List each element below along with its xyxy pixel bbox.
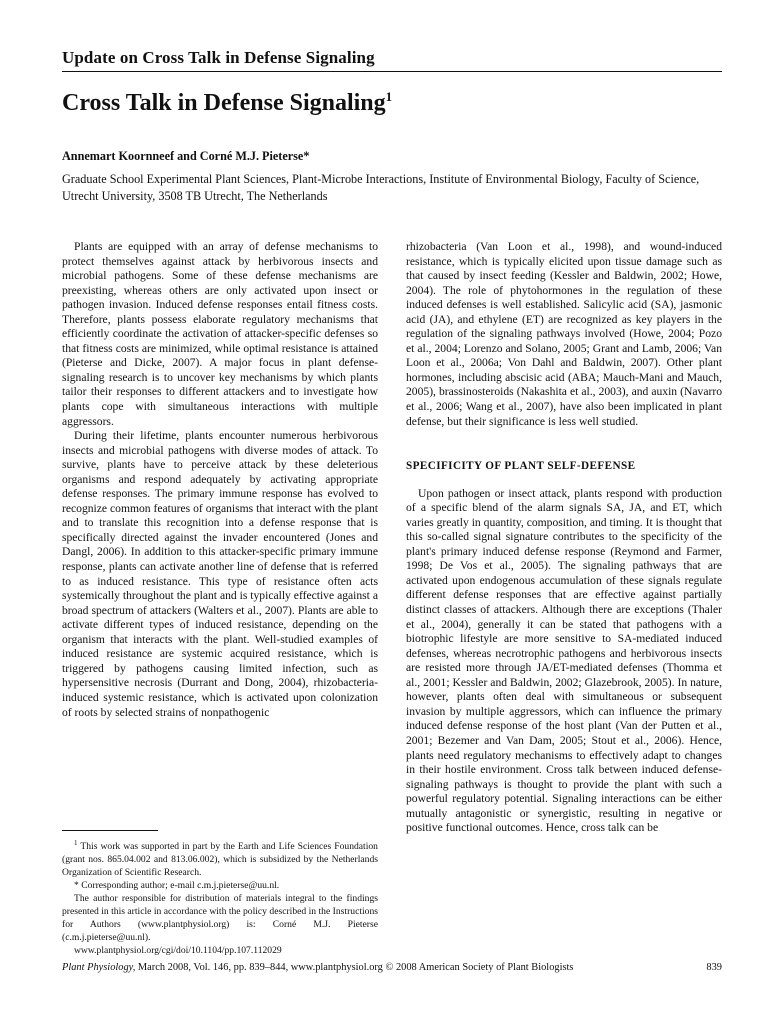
- page-number: 839: [706, 962, 722, 973]
- left-column: [62, 240, 378, 720]
- responsible-author-note: The author responsible for distribution of materials integral to the findings presented in this article in accordance with the policy described in the Instructions for Authors (www.plantphysiol.org) is: Corné M.J. Pieterse (c.m.j.pieterse@uu.nl).: [62, 893, 378, 944]
- title-footnote-mark[interactable]: 1: [385, 89, 393, 104]
- funding-footnote-text: This work was supported in part by the Earth and Life Sciences Foundation (grant nos. 865.04.002 and 813.06.002), which is subsidized by the Netherlands Organization of Scientific Research.: [62, 841, 378, 879]
- title-text: Cross Talk in Defense Signaling: [62, 90, 386, 116]
- doi-link[interactable]: www.plantphysiol.org/cgi/doi/10.1104/pp.107.112029: [74, 945, 282, 957]
- right-column: [406, 240, 722, 836]
- article-title: [62, 90, 722, 117]
- body-paragraph-continued: rhizobacteria (Van Loon et al., 1998), and wound-induced resistance, which is typically elicited upon tissue damage such as that caused by insect feeding (Kessler and Baldwin, 2002; Howe, 2004). The role of phytohormones in the regulation of these induced defenses is well established. Salicylic acid (SA), jasmonic acid (JA), and ethylene (ET) are recognized as key players in the regulation of the signaling pathways involved (Howe, 2004; Pozo et al., 2004; Lorenzo and Solano, 2005; Grant and Lamb, 2006; Van Loon et al., 2006a; Von Dahl and Baldwin, 2007). Other plant hormones, including abscisic acid (ABA; Mauch-Mani and Mauch, 2005), brassinosteroids (Nakashita et al., 2003), and auxin (Navarro et al., 2006; Wang et al., 2007), have also been implicated in plant defense, but their significance is less well studied.: [406, 240, 722, 428]
- body-paragraph: Upon pathogen or insect attack, plants respond with production of a specific blend of the alarm signals SA, JA, and ET, which varies greatly in quantity, composition, and timing. It is thought that this so-called signal signature contributes to the specificity of the plant's primary induced defense response (Reymond and Farmer, 1998; De Vos et al., 2005). The signaling pathways that are activated upon endogenous accumulation of these signals regulate different defense responses that are effective against partially distinct classes of attackers. Although there are exceptions (Thaler et al., 2004), generally it can be stated that pathogens with a biotrophic lifestyle are more sensitive to SA-mediated induced defenses, whereas necrotrophic pathogens and herbivorous insects are resisted more through JA/ET-mediated defenses (Thomma et al., 2001; Kessler and Baldwin, 2002; Glazebrook, 2005). In nature, however, plants often deal with simultaneous or subsequent invasion by multiple aggressors, which can influence the primary induced defense response of the host plant (Van der Putten et al., 2001; Bezemer and Van Dam, 2005; Stout et al., 2006). Hence, plants need regulatory mechanisms to effectively adapt to changes in their hostile environment. Cross talk between induced defense-signaling pathways is thought to provide the plant with such a powerful regulatory potential. Signaling interactions can be either mutually antagonistic or synergistic, resulting in negative or positive functional outcomes. Hence, cross talk can be: [406, 486, 722, 835]
- corresponding-author-note: * Corresponding author; e-mail c.m.j.pieterse@uu.nl.: [74, 880, 280, 892]
- funding-footnote: [62, 837, 378, 879]
- footnotes: [62, 837, 378, 957]
- footer-citation: [62, 962, 573, 973]
- author-affiliation: Graduate School Experimental Plant Sciences, Plant-Microbe Interactions, Institute of Environmental Biology, Faculty of Science, Utrecht University, 3508 TB Utrecht, The Netherlands: [62, 172, 700, 203]
- running-head: Update on Cross Talk in Defense Signaling: [62, 48, 375, 67]
- header-rule: [62, 71, 722, 72]
- journal-name: Plant Physiology,: [62, 962, 136, 973]
- section-heading: SPECIFICITY OF PLANT SELF-DEFENSE: [406, 460, 636, 473]
- body-paragraph: During their lifetime, plants encounter numerous herbivorous insects and microbial pathogens with diverse modes of attack. To survive, plants have to perceive attack by these deleterious organisms and respond adequately by activating appropriate defense responses. The primary immune response has evolved to recognize common features of organisms that interact with the plant and to translate this recognition into a defense response that is specifically directed against the invader encountered (Jones and Dangl, 2006). In addition to this attacker-specific primary immune response, plants can activate another line of defense that is referred to as induced resistance. This type of resistance often acts systemically throughout the plant and is typically effective against a broad spectrum of attackers (Walters et al., 2007). Plants are able to activate different types of induced resistance, depending on the organism that interacts with the plant. Well-studied examples of induced resistance are systemic acquired resistance, which is triggered by pathogens causing limited infection, such as hypersensitive necrosis (Durrant and Dong, 2004), rhizobacteria-induced systemic resistance, which is activated upon colonization of roots by selected strains of nonpathogenic: [62, 429, 378, 719]
- author-list: Annemart Koornneef and Corné M.J. Pieterse*: [62, 149, 310, 163]
- footnote-mark: 1: [74, 839, 78, 847]
- page-footer: [62, 962, 722, 973]
- body-paragraph: Plants are equipped with an array of defense mechanisms to protect themselves against attack by herbivorous insects and microbial pathogens. Some of these defense mechanisms are preexisting, whereas others are only activated upon insect or pathogen invasion. Induced defense responses entail fitness costs. Therefore, plants possess elaborate regulatory mechanisms that efficiently coordinate the activation of attacker-specific defenses so that fitness costs are minimized, while optimal resistance is attained (Pieterse and Dicke, 2007). A major focus in plant defense-signaling research is to uncover key mechanisms by which plants tailor their responses to different attackers and to investigate how plants cope with simultaneous interactions with multiple aggressors.: [62, 240, 378, 428]
- citation-details: March 2008, Vol. 146, pp. 839–844, www.plantphysiol.org © 2008 American Society of Plant Biologists: [137, 962, 574, 973]
- footnote-rule: [62, 830, 158, 831]
